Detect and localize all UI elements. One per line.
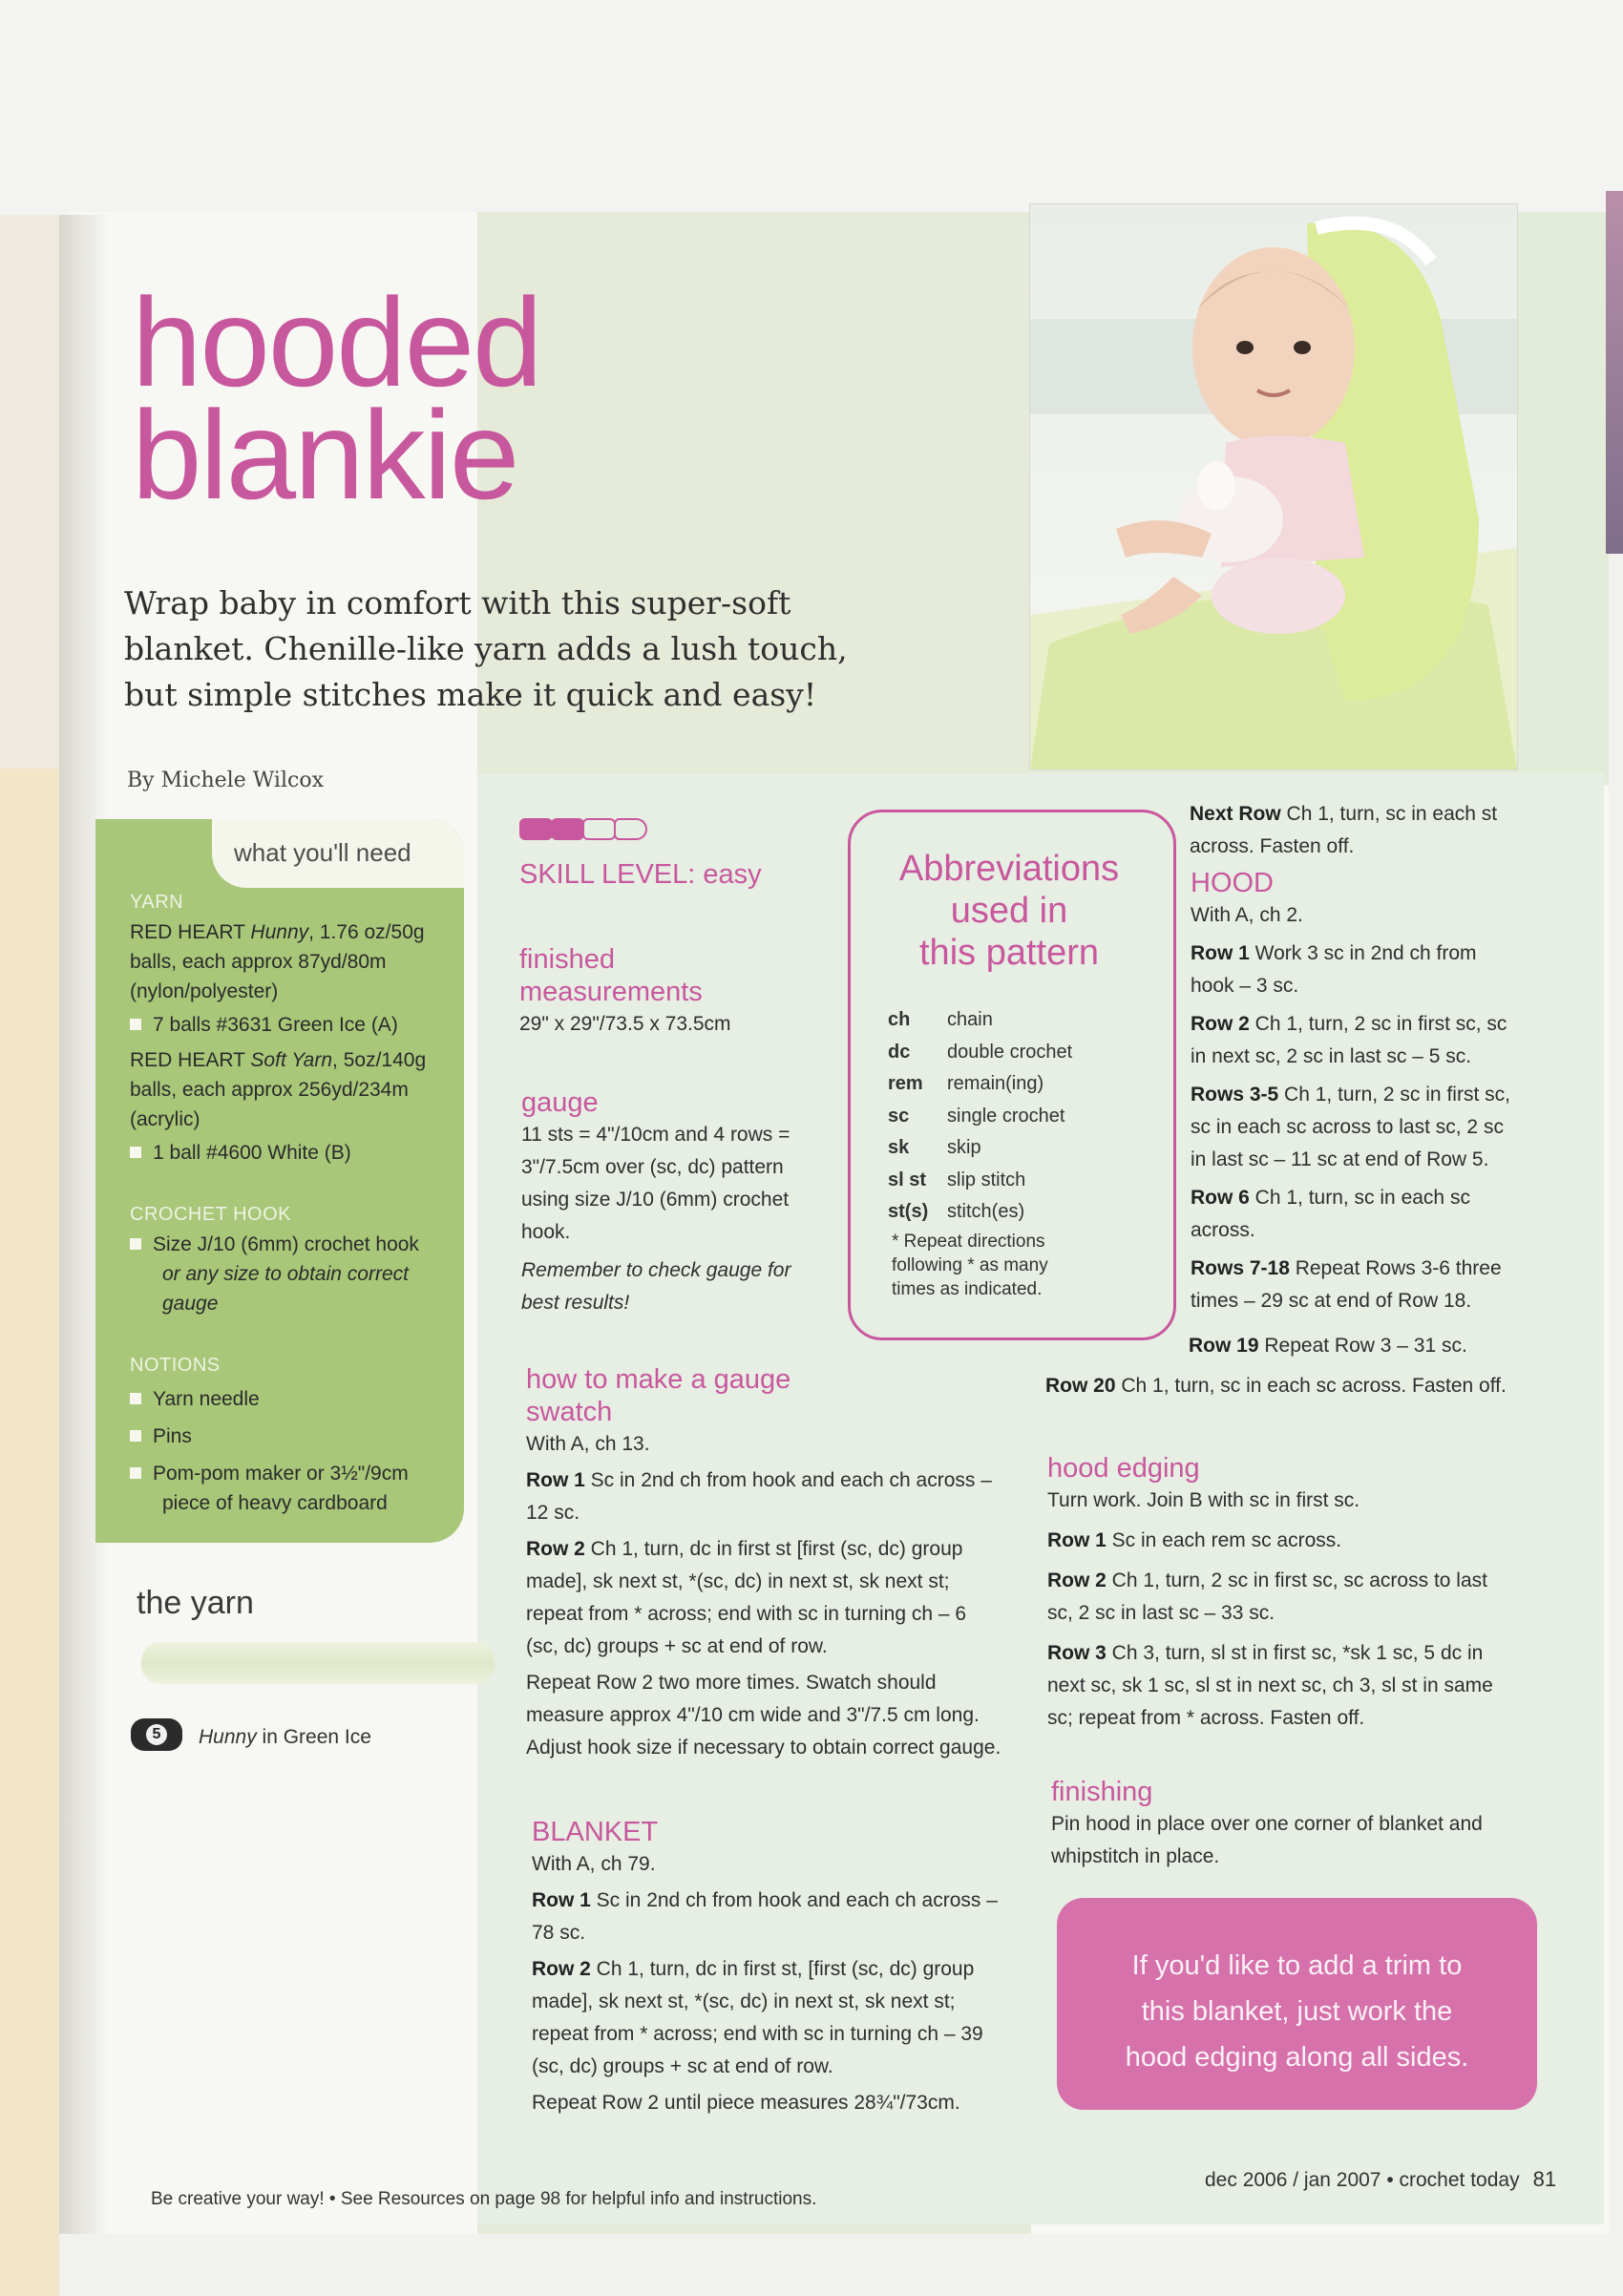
next-page-edge (1606, 191, 1623, 554)
yarn2-desc: RED HEART Soft Yarn, 5oz/140g (130, 1049, 427, 1071)
finished-measurements: finished measurements 29" x 29"/73.5 x 73.5cm (519, 944, 731, 1035)
yarn-name: Hunny in Green Ice (199, 1726, 371, 1748)
previous-page-edge (0, 215, 59, 2143)
notion-item: Pom-pom maker or 3½"/9cm (130, 1459, 454, 1488)
next-row: Next Row Ch 1, turn, sc in each st across. Fasten off. (1190, 803, 1498, 857)
skill-level-icon (519, 818, 645, 845)
hook-label: CROCHET HOOK (130, 1204, 291, 1225)
yarn1-desc: RED HEART Hunny, 1.76 oz/50g (130, 921, 425, 943)
yarn-swatch-image (141, 1642, 495, 1684)
bullet-icon (130, 1467, 141, 1479)
abbreviation-item: sk skip (888, 1137, 981, 1158)
article-intro: Wrap baby in comfort with this super-soft blanket. Chenille-like yarn adds a lush touch, but simple stitches make it quick and easy! (124, 584, 848, 713)
bullet-icon (130, 1147, 141, 1158)
abbreviation-item: sl st slip stitch (888, 1169, 1026, 1190)
notion-item: Pins (130, 1422, 454, 1451)
page-number: 81 (1532, 2167, 1557, 2191)
finishing-section: finishing Pin hood in place over one corner of blanket and whipstitch in place. (1051, 1777, 1483, 1867)
notion-item: Yarn needle (130, 1384, 454, 1414)
yarn2-quantity: 1 ball #4600 White (B) (130, 1138, 454, 1168)
abbreviations-title: Abbreviations used in this pattern (898, 849, 1120, 973)
gauge-swatch-section: how to make a gauge swatch With A, ch 13. Row 1 Sc in 2nd ch from hook and each ch across – 12 sc. Row 2 Ch 1, turn, dc in first st [first (sc, dc) group made], sk next st, *(sc, dc) in next st, sk next st; repeat from * across; end with sc in turning ch – 6 (sc, dc) groups + sc at end of row. Repeat Row 2 two more times. Swatch should measure approx 4"/10 cm wide and 3"/7.5 cm long. Adjust hook size if necessary to obtain correct gauge. (526, 1364, 1001, 1759)
yarn-weight-icon: 5 (131, 1718, 182, 1751)
yarn1-quantity: 7 balls #3631 Green Ice (A) (130, 1010, 454, 1040)
abbreviation-item: rem remain(ing) (888, 1073, 1044, 1094)
skill-level: SKILL LEVEL: easy (519, 859, 762, 890)
hood-edging-section: hood edging Turn work. Join B with sc in first sc. Row 1 Sc in each rem sc across. Row 2 Ch 1, turn, 2 sc in first sc, sc across to last sc, 2 sc in last sc – 33 sc. Row 3 Ch 3, turn, sl st in first sc, *sk 1 sc, 5 dc in next sc, sk 1 sc, sl st in next sc, ch 3, sl st in same sc; repeat from * across. Fasten off. (1047, 1453, 1493, 1729)
abbreviation-item: st(s) stitch(es) (888, 1201, 1025, 1222)
bullet-icon (130, 1393, 141, 1404)
bullet-icon (130, 1430, 141, 1442)
abbreviations-note: * Repeat directions following * as many times as indicated. (892, 1232, 1048, 1299)
notions-label: NOTIONS (130, 1355, 221, 1376)
materials-heading: what you'll need (234, 838, 411, 867)
abbreviation-item: dc double crochet (888, 1041, 1073, 1063)
blanket-section: BLANKET With A, ch 79. Row 1 Sc in 2nd ch from hook and each ch across – 78 sc. Row 2 Ch 1, turn, dc in first st, [first (sc, dc) group made], sk next st, *(sc, dc) in next st, sk next st; repeat from * across; end with sc in turning ch – 39 (sc, dc) groups + sc at end of row. Repeat Row 2 until piece measures 28¾"/73cm. (532, 1817, 998, 2114)
abbreviation-item: sc single crochet (888, 1105, 1065, 1127)
abbreviations-list (888, 1004, 1072, 1229)
hook-item: Size J/10 (6mm) crochet hook (130, 1230, 454, 1259)
yarn-heading: the yarn (137, 1585, 254, 1621)
article-title: hooded blankie (132, 272, 541, 525)
bullet-icon (130, 1238, 141, 1250)
footer-note: Be creative your way! • See Resources on page 98 for helpful info and instructions. (151, 2189, 817, 2209)
hood-row-19: Row 19 Repeat Row 3 – 31 sc. (1189, 1335, 1467, 1357)
materials-list: YARN RED HEART Hunny, 1.76 oz/50g balls, each approx 87yd/80m (nylon/polyester) 7 balls #3631 Green Ice (A) RED HEART Soft Yarn, 5oz/140g balls, each approx 256yd/234m (acrylic) 1 ball #4600 White (B) CROCHET HOOK Size J/10 (6mm) crochet hook or any size to obtain correct gauge NOTIONS Yarn needle Pins Pom-pom maker or 3½"/9cm piece of heavy cardboard (130, 888, 454, 1518)
yarn-label: YARN (130, 892, 184, 913)
abbreviation-item: ch chain (888, 1009, 993, 1030)
hood-section: HOOD With A, ch 2. Row 1 Work 3 sc in 2nd ch from hook – 3 sc. Row 2 Ch 1, turn, 2 sc in first sc, sc in next sc, 2 sc in last sc – 5 sc. Rows 3-5 Ch 1, turn, 2 sc in first sc, sc in each sc across to last sc, 2 sc in last sc – 11 sc at end of Row 5. Row 6 Ch 1, turn, sc in each sc across. Rows 7-18 Repeat Rows 3-6 three times – 29 sc at end of Row 18. (1191, 868, 1510, 1312)
scan-margin (0, 0, 1623, 215)
footer-issue: dec 2006 / jan 2007 • crochet today 81 (1205, 2167, 1557, 2191)
hood-row-20: Row 20 Ch 1, turn, sc in each sc across. Fasten off. (1045, 1375, 1507, 1397)
byline: By Michele Wilcox (127, 769, 324, 792)
baby-blanket-photo (1029, 203, 1518, 770)
bullet-icon (130, 1019, 141, 1030)
tip-text: If you'd like to add a trim to this blanket, just work the hood edging along all sides. (1125, 1950, 1469, 2073)
gauge-section: gauge 11 sts = 4"/10cm and 4 rows = 3"/7.5cm over (sc, dc) pattern using size J/10 (6mm) crochet hook. Remember to check gauge for best results! (521, 1087, 791, 1314)
